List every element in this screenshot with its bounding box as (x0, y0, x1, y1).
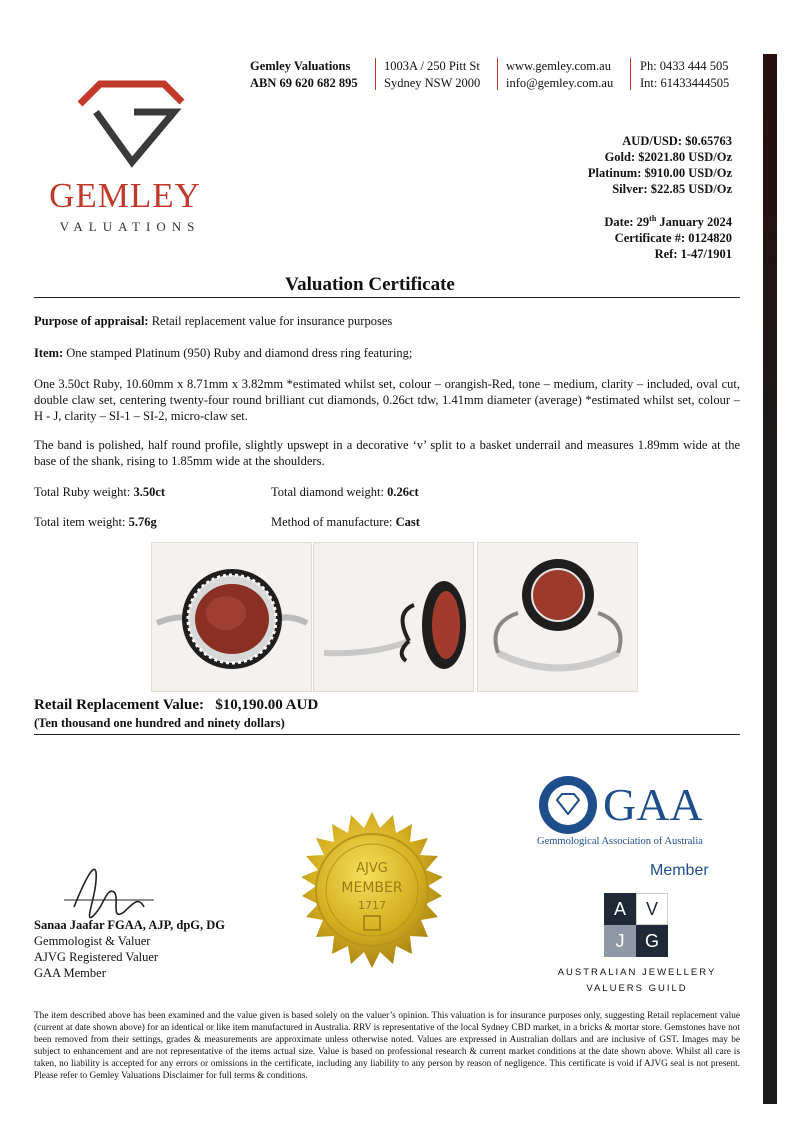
valuer-block: Sanaa Jaafar FGAA, AJP, dpG, DG Gemmologist & Valuer AJVG Registered Valuer GAA Member (34, 918, 226, 980)
email-link[interactable]: info@gemley.com.au (506, 76, 614, 90)
manufacture-method: Method of manufacture: Cast (271, 515, 420, 529)
silver-value: $22.85 USD/Oz (650, 182, 732, 196)
retail-value: Retail Replacement Value: $10,190.00 AUD (34, 697, 319, 713)
item-description: One 3.50ct Ruby, 10.60mm x 8.71mm x 3.82mm *estimated whilst set, colour – orangish-Red, tone – medium, clarity – included, oval cut, double claw set, centering twenty-four round brilliant cut diamonds, 0.26ct tdw, 1.41mm diameter (average) *estimated whilst set, colour – H - J, clarity – SI-1 – SI-2, micro-claw set. (34, 377, 740, 423)
purpose-line: Purpose of appraisal: Retail replacement value for insurance purposes (34, 314, 393, 328)
ring-photo-side (313, 542, 474, 692)
date-value: 29th January 2024 (636, 214, 732, 230)
svg-text:AJVG: AJVG (356, 861, 388, 876)
gaa-member: Member (650, 862, 709, 879)
ring-photo-back (477, 542, 638, 692)
address-line2: Sydney NSW 2000 (384, 76, 481, 90)
website-link[interactable]: www.gemley.com.au (506, 59, 611, 73)
gold-value: $2021.80 USD/Oz (638, 150, 732, 164)
company-name: Gemley Valuations (250, 59, 351, 73)
retail-value-amount: $10,190.00 AUD (215, 697, 319, 713)
band-description: The band is polished, half round profile, slightly upswept in a decorative ‘v’ split to a basket underrail and measures 1.89mm wide at the base of the shank, rising to 1.85mm wide at the shoulders. (34, 438, 740, 468)
platinum-value: $910.00 USD/Oz (644, 166, 732, 180)
gemley-logo-icon (78, 78, 188, 168)
side-stripe (763, 54, 777, 1104)
logo-wordmark: GEMLEY (49, 176, 201, 215)
aud-usd-value: $0.65763 (685, 134, 732, 148)
ruby-weight: Total Ruby weight: 3.50ct (34, 485, 166, 499)
gaa-full-name: Gemmological Association of Australia (537, 836, 703, 847)
item-weight: Total item weight: 5.76g (34, 515, 157, 529)
ajvg-line2: VALUERS GUILD (586, 983, 688, 994)
rates-block: AUD/USD: $0.65763 Gold: $2021.80 USD/Oz Platinum: $910.00 USD/Oz Silver: $22.85 USD/Oz (587, 134, 732, 196)
diamond-weight: Total diamond weight: 0.26ct (271, 485, 419, 499)
company-abn: ABN 69 620 682 895 (250, 76, 358, 90)
item-line: Item: One stamped Platinum (950) Ruby and diamond dress ring featuring; (34, 346, 413, 360)
retail-value-words: (Ten thousand one hundred and ninety dollars) (34, 716, 285, 730)
gaa-emblem-icon (537, 774, 599, 836)
svg-text:MEMBER: MEMBER (341, 880, 403, 896)
svg-text:1717: 1717 (358, 899, 386, 912)
intl-phone: Int: 61433444505 (640, 76, 730, 90)
ring-photo-top (151, 542, 312, 692)
ajvg-member-seal (287, 810, 457, 980)
disclaimer: The item described above has been examined and the value given is based solely on the valuer’s opinion. This valuation is for insurance purposes only, suggesting Retail replacement value (current at date shown above) for an identical or like item manufactured in Australia. RRV is representative of the local Sydney CBD market, in a bricks & mortar store. Gemstones have not been removed from their settings, grades & measurements are approximate unless otherwise noted. Values are expressed in Australian dollars and are inclusive of GST. Images may be subject to enhancement and are not representative of the items actual size. Value is based on professional research & current market conditions at the date shown above. Whilst all care is taken, no liability is accepted for any errors or omissions in the certificate, including any liability to any person by reason of negligence. This certificate is void if AJVG seal is not present. Please refer to Gemley Valuations Disclaimer for full terms & conditions. (34, 1011, 740, 1081)
reference-number: 1-47/1901 (680, 247, 732, 262)
ajvg-line1: AUSTRALIAN JEWELLERY (557, 967, 717, 978)
valuer-name: Sanaa Jaafar FGAA, AJP, dpG, DG (34, 918, 226, 932)
certificate-number: 0124820 (688, 231, 732, 246)
certificate-meta: Date: 29th January 2024 Certificate #: 0124820 Ref: 1-47/1901 (604, 214, 732, 262)
ajvg-logo: A V J G (604, 893, 668, 957)
page-title: Valuation Certificate (285, 274, 455, 295)
phone: Ph: 0433 444 505 (640, 59, 729, 73)
logo-subtitle: VALUATIONS (59, 219, 201, 234)
address-line1: 1003A / 250 Pitt St (384, 59, 480, 73)
gaa-abbr: GAA (603, 779, 703, 830)
